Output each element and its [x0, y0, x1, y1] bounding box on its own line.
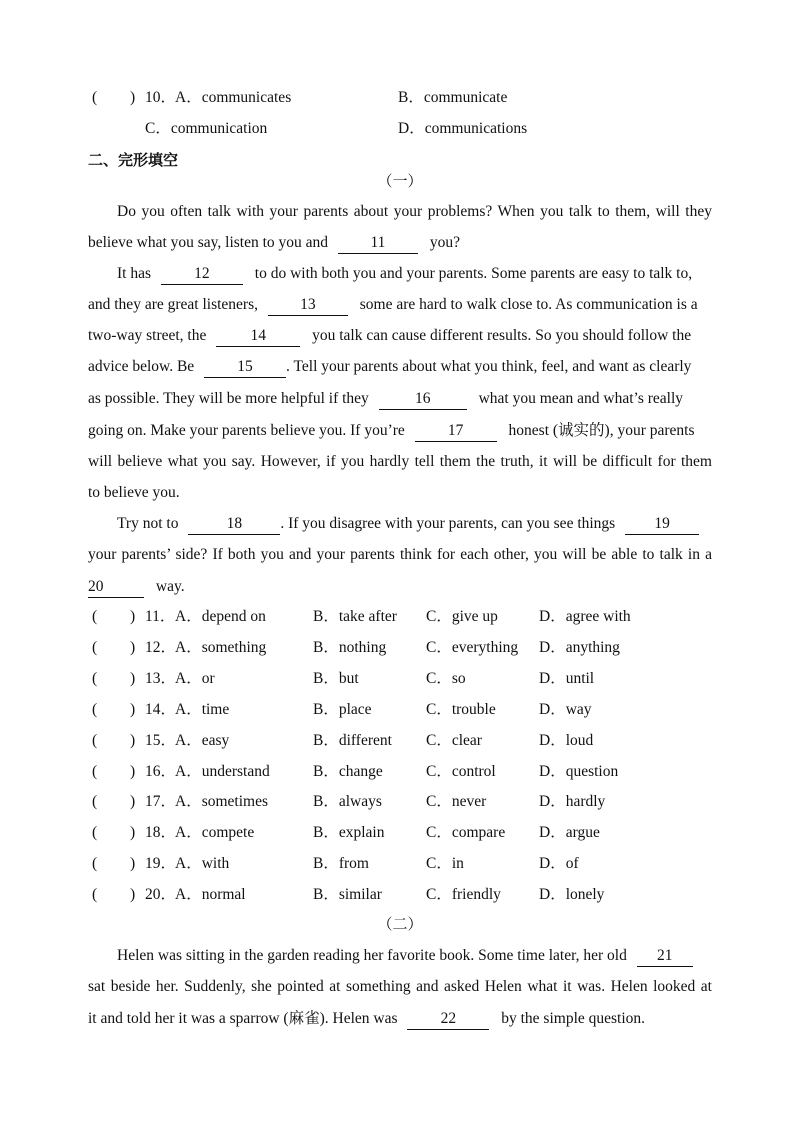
passage-text: some are hard to walk close to. As communication is a	[359, 296, 698, 313]
question-number: 14．	[145, 700, 177, 718]
passage-1-line	[88, 355, 712, 379]
blank-17: 17	[415, 422, 497, 442]
passage-1-line: will believe what you say. However, if you hardly tell them the truth, it will be difficult for them	[88, 453, 712, 470]
question-10-row2	[0, 117, 800, 141]
answer-paren-close: )	[130, 638, 136, 656]
question-number: 19．	[145, 855, 177, 873]
option-b: B．always	[313, 793, 382, 811]
question-10	[0, 86, 800, 110]
question-row	[0, 821, 800, 845]
option-d: D．hardly	[539, 793, 606, 811]
passage-2-line: sat beside her. Suddenly, she pointed at something and asked Helen what it was. Helen looked at	[88, 978, 712, 995]
answer-paren-close: )	[130, 824, 136, 842]
option-d: D．argue	[539, 824, 600, 842]
option-d: D．question	[539, 762, 619, 780]
question-number: 17．	[145, 793, 177, 811]
blank-13: 13	[268, 296, 348, 316]
passage-1-line	[88, 293, 712, 317]
option-c: C．in	[426, 855, 464, 873]
passage-text: and they are great listeners,	[88, 296, 258, 313]
passage-text: It has	[117, 265, 152, 282]
option-c: C．everything	[426, 638, 519, 656]
question-number: 18．	[145, 824, 177, 842]
blank-12: 12	[161, 265, 243, 285]
option-b: B．explain	[313, 824, 385, 842]
option-b: B．change	[313, 762, 383, 780]
option-c: C．trouble	[426, 700, 496, 718]
passage-text: two-way street, the	[88, 327, 207, 344]
passage-text: Try not to	[117, 515, 179, 532]
answer-paren-open: (	[92, 608, 98, 625]
passage-1-subtitle: （一）	[377, 174, 423, 190]
question-row	[0, 667, 800, 691]
passage-text: what you mean and what’s really	[478, 390, 684, 407]
option-a: A．normal	[175, 886, 246, 904]
option-a: A．communicates	[175, 89, 292, 106]
option-b: B．from	[313, 855, 369, 873]
answer-paren-close: )	[130, 886, 136, 904]
passage-text: to do with both you and your parents. Some parents are easy to talk to,	[254, 265, 693, 282]
blank-20: 20	[88, 578, 144, 598]
passage-text: you?	[429, 234, 460, 251]
passage-text: way.	[155, 578, 185, 595]
passage-text: advice below. Be	[88, 358, 195, 375]
question-row	[0, 760, 800, 784]
passage-text: you talk can cause different results. So you should follow the	[312, 327, 692, 344]
question-row	[0, 605, 800, 629]
option-b: B．take after	[313, 608, 397, 625]
question-number: 15．	[145, 731, 177, 749]
option-d: D．communications	[398, 120, 528, 137]
answer-paren-close: )	[130, 731, 136, 749]
passage-text: it and told her it was a sparrow (麻雀). Helen was	[88, 1010, 398, 1027]
answer-paren-open: (	[92, 793, 98, 811]
option-a: A．understand	[175, 762, 270, 780]
question-row	[0, 852, 800, 876]
passage-1-line	[88, 324, 712, 348]
passage-1-line	[88, 419, 712, 443]
option-a: A．depend on	[175, 608, 266, 625]
option-d: D．until	[539, 669, 595, 687]
option-d: D．of	[539, 855, 579, 873]
answer-paren-open: (	[92, 762, 98, 780]
blank-22: 22	[407, 1010, 489, 1030]
passage-1-line: Do you often talk with your parents about your problems? When you talk to them, will they	[117, 203, 712, 220]
passage-text: as possible. They will be more helpful if they	[88, 390, 369, 407]
answer-paren-close: )	[130, 700, 136, 718]
option-b: B．different	[313, 731, 392, 749]
question-row	[0, 636, 800, 660]
option-a: A．time	[175, 700, 230, 718]
passage-1-line	[117, 262, 717, 286]
blank-16: 16	[379, 390, 467, 410]
option-a: A．easy	[175, 731, 230, 749]
blank-18: 18	[188, 515, 280, 535]
answer-paren-close: )	[130, 89, 136, 106]
blank-19: 19	[625, 515, 699, 535]
option-d: D．lonely	[539, 886, 605, 904]
option-b: B．similar	[313, 886, 382, 904]
answer-paren-close: )	[130, 762, 136, 780]
question-row	[0, 883, 800, 907]
option-a: A．sometimes	[175, 793, 268, 811]
question-number: 20．	[145, 886, 177, 904]
answer-paren-open: (	[92, 855, 98, 873]
question-row	[0, 729, 800, 753]
passage-1-line	[88, 387, 712, 411]
passage-2-line	[88, 1007, 712, 1031]
question-number: 16．	[145, 762, 177, 780]
option-a: A．compete	[175, 824, 255, 842]
passage-text: Helen was sitting in the garden reading her favorite book. Some time later, her old	[117, 947, 627, 964]
passage-text: . If you disagree with your parents, can you see things	[280, 515, 616, 532]
passage-text: by the simple question.	[501, 1010, 646, 1027]
passage-text: going on. Make your parents believe you. If you’re	[88, 422, 405, 439]
option-c: C．never	[426, 793, 487, 811]
passage-1-line: your parents’ side? If both you and your parents think for each other, you will be able to talk in a	[88, 546, 712, 563]
question-number: 12．	[145, 638, 177, 656]
answer-paren-open: (	[92, 731, 98, 749]
option-c: C．communication	[145, 120, 268, 137]
option-d: D．loud	[539, 731, 594, 749]
option-c: C．so	[426, 669, 466, 687]
answer-paren-close: )	[130, 793, 136, 811]
option-d: D．way	[539, 700, 592, 718]
answer-paren-close: )	[130, 608, 136, 625]
option-c: C．give up	[426, 608, 498, 625]
blank-14: 14	[216, 327, 300, 347]
answer-paren-open: (	[92, 89, 98, 106]
answer-paren-open: (	[92, 824, 98, 842]
question-number: 11．	[145, 608, 176, 625]
passage-2-line	[117, 944, 727, 968]
passage-1-line: to believe you.	[88, 484, 180, 501]
option-c: C．compare	[426, 824, 506, 842]
option-c: C．control	[426, 762, 496, 780]
answer-paren-open: (	[92, 638, 98, 656]
passage-2-subtitle: （二）	[377, 917, 423, 933]
answer-paren-close: )	[130, 669, 136, 687]
passage-1-line	[117, 512, 717, 536]
blank-15: 15	[204, 358, 286, 378]
option-d: D．agree with	[539, 608, 631, 625]
answer-paren-open: (	[92, 886, 98, 904]
answer-paren-close: )	[130, 855, 136, 873]
question-row	[0, 790, 800, 814]
option-d: D．anything	[539, 638, 620, 656]
passage-1-line	[88, 231, 712, 255]
section-heading: 二、完形填空	[88, 151, 179, 169]
passage-text: believe what you say, listen to you and	[88, 234, 329, 251]
option-b: B．communicate	[398, 89, 508, 106]
passage-text: honest (诚实的), your parents	[508, 422, 695, 439]
option-a: A．with	[175, 855, 230, 873]
passage-1-line	[88, 575, 712, 599]
answer-paren-open: (	[92, 700, 98, 718]
answer-paren-open: (	[92, 669, 98, 687]
option-a: A．or	[175, 669, 215, 687]
blank-21: 21	[637, 947, 693, 967]
question-row	[0, 698, 800, 722]
option-c: C．clear	[426, 731, 482, 749]
option-c: C．friendly	[426, 886, 501, 904]
blank-11: 11	[338, 234, 418, 254]
option-b: B．nothing	[313, 638, 387, 656]
option-b: B．but	[313, 669, 359, 687]
question-number: 13．	[145, 669, 177, 687]
passage-text: . Tell your parents about what you think, feel, and want as clearly	[286, 358, 692, 375]
option-b: B．place	[313, 700, 372, 718]
option-a: A．something	[175, 638, 267, 656]
question-number: 10．	[145, 89, 177, 106]
